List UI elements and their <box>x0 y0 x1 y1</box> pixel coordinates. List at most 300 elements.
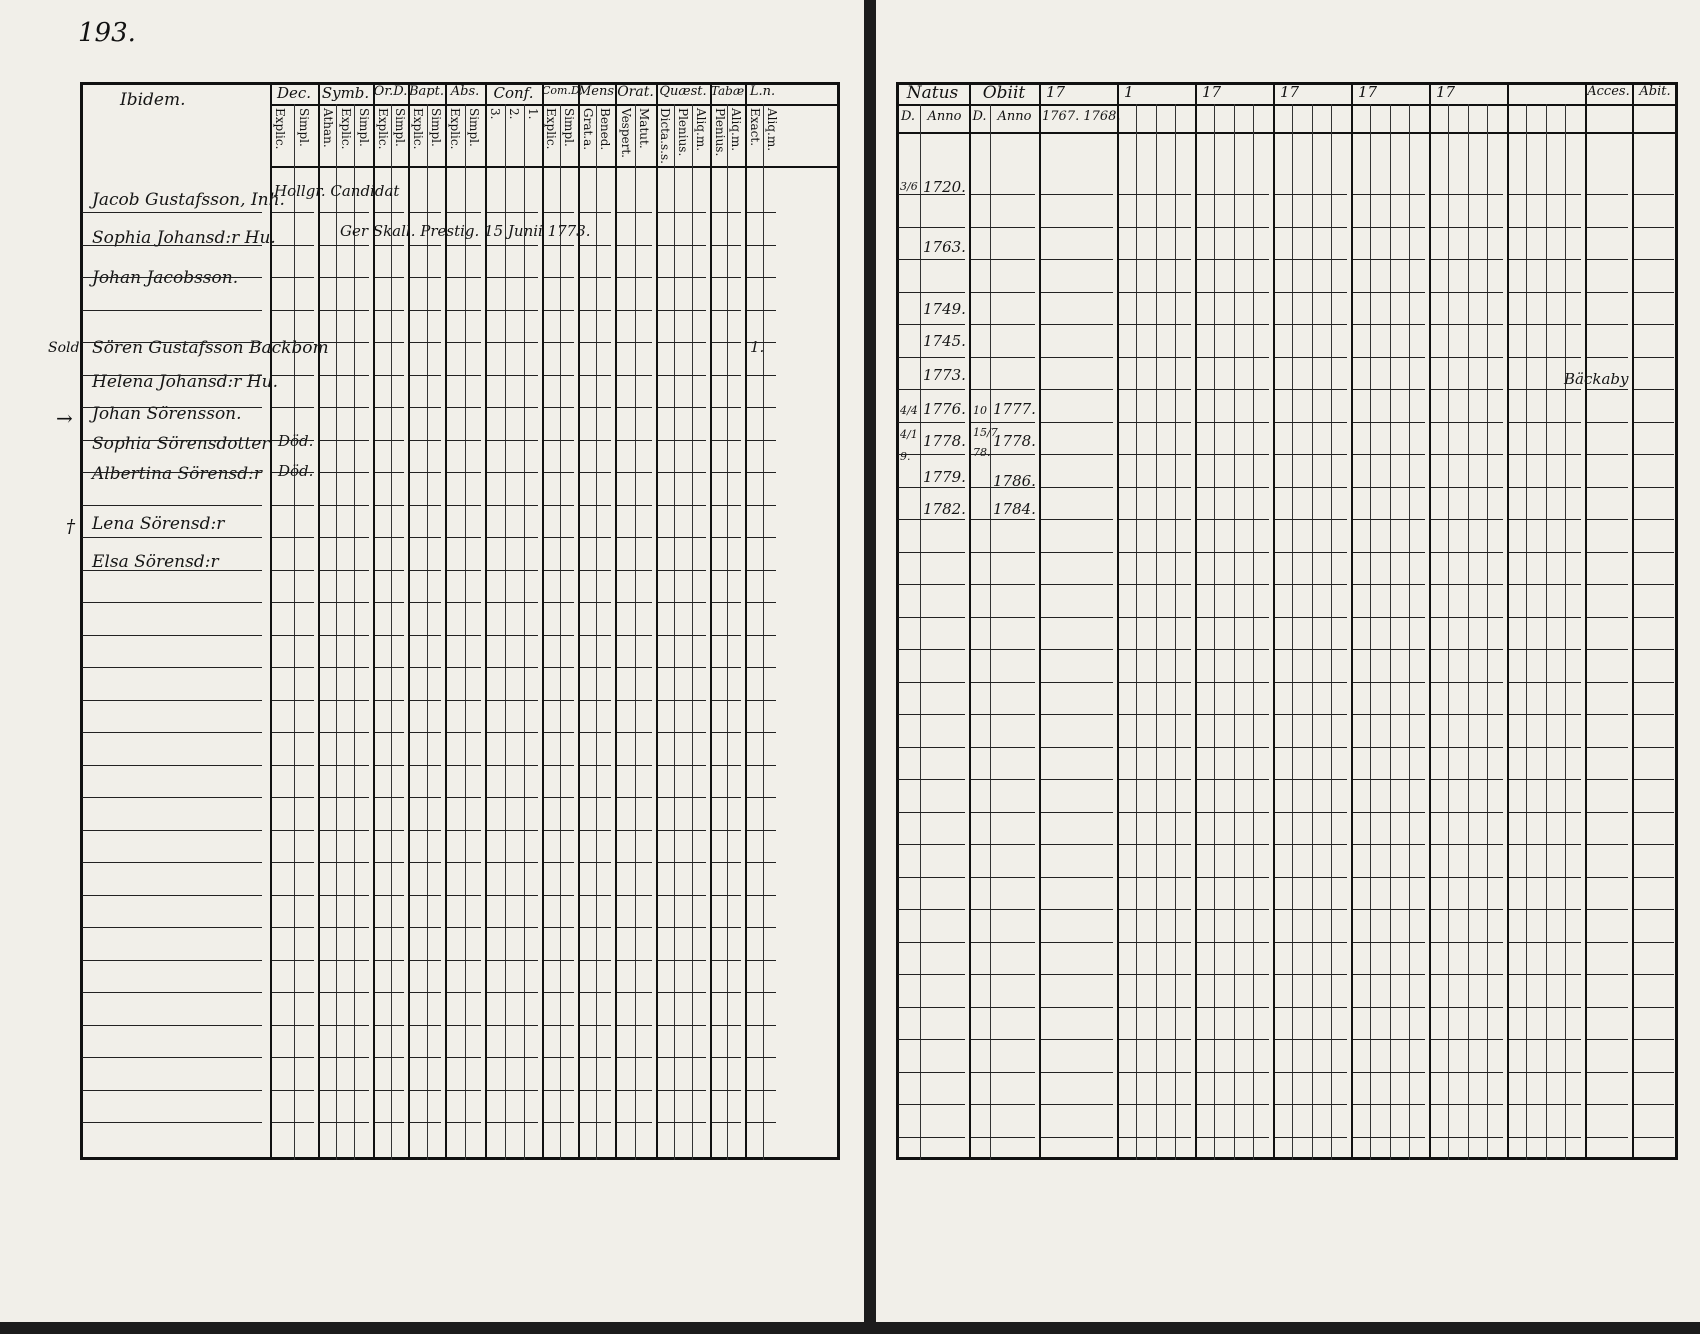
sub-label: Grat.a. <box>581 108 595 151</box>
ruled-line <box>1275 974 1347 975</box>
ruled-line <box>320 765 369 766</box>
ruled-line <box>375 505 404 506</box>
sub-label: Explic. <box>411 108 425 150</box>
ruled-line <box>1353 259 1425 260</box>
ruled-line <box>658 895 706 896</box>
sub-col-line <box>524 104 525 1160</box>
ruled-line <box>1197 487 1269 488</box>
ruled-line <box>1431 227 1503 228</box>
ruled-line <box>580 862 611 863</box>
ruled-line <box>320 1122 369 1123</box>
ruled-line <box>1197 1137 1269 1138</box>
ruled-line <box>898 519 965 520</box>
ruled-line <box>898 844 965 845</box>
ruled-line <box>658 1025 706 1026</box>
col-sep <box>1585 82 1587 1160</box>
ruled-line <box>971 552 1035 553</box>
ruled-line <box>747 830 776 831</box>
ruled-line <box>898 714 965 715</box>
ruled-line <box>272 830 314 831</box>
ruled-line <box>544 472 574 473</box>
ruled-line <box>1275 487 1347 488</box>
ruled-line <box>1119 649 1191 650</box>
ruled-line <box>410 1122 441 1123</box>
heading-ibidem: Ibidem. <box>120 90 186 110</box>
ruled-line <box>1041 552 1113 553</box>
natus-year: 1778. <box>923 432 966 450</box>
ruled-line <box>1041 227 1113 228</box>
ruled-line <box>1509 194 1581 195</box>
ruled-line <box>1197 909 1269 910</box>
ruled-line <box>375 732 404 733</box>
entry-note: Död. <box>278 432 314 450</box>
col-header-abs: Abs. <box>450 84 480 99</box>
sub-label: Bened. <box>598 108 612 151</box>
ruled-line <box>617 1025 652 1026</box>
sub-col-line <box>1370 104 1371 1160</box>
ruled-line <box>544 245 574 246</box>
ruled-line <box>1119 1007 1191 1008</box>
ruled-line <box>712 1090 741 1091</box>
ruled-line <box>617 342 652 343</box>
ruled-line <box>272 602 314 603</box>
ruled-line <box>898 259 965 260</box>
col-header-orat: Orat. <box>617 84 654 100</box>
ruled-line <box>1634 682 1674 683</box>
ruled-line <box>580 960 611 961</box>
ruled-line <box>1197 812 1269 813</box>
ruled-line <box>1275 779 1347 780</box>
col-header-year: 17 <box>1436 83 1456 101</box>
ruled-line <box>1509 844 1581 845</box>
ruled-line <box>712 212 741 213</box>
ruled-line <box>410 895 441 896</box>
ruled-line <box>487 212 538 213</box>
ruled-line <box>658 440 706 441</box>
ruled-line <box>898 194 965 195</box>
sub-col-line <box>692 104 693 1160</box>
sub-col-line <box>1526 104 1527 1160</box>
sub-col-line <box>674 104 675 1160</box>
ruled-line <box>1353 1137 1425 1138</box>
ruled-line <box>1275 812 1347 813</box>
ruled-line <box>544 830 574 831</box>
ruled-line <box>447 472 481 473</box>
ruled-line <box>712 407 741 408</box>
ruled-line <box>410 732 441 733</box>
natus-year: 1749. <box>923 300 966 318</box>
ruled-line <box>1431 584 1503 585</box>
ruled-line <box>580 732 611 733</box>
ruled-line <box>658 537 706 538</box>
natus-year: 1745. <box>923 332 966 350</box>
sub-col-line <box>294 104 295 1160</box>
ruled-line <box>1634 649 1674 650</box>
ruled-line <box>487 505 538 506</box>
ruled-line <box>272 570 314 571</box>
ruled-line <box>1587 974 1628 975</box>
ruled-line <box>1119 324 1191 325</box>
ruled-line <box>272 862 314 863</box>
ruled-line <box>410 927 441 928</box>
ruled-line <box>712 440 741 441</box>
ruled-line <box>1431 844 1503 845</box>
ruled-line <box>712 342 741 343</box>
ruled-line <box>1119 877 1191 878</box>
ruled-line <box>1041 649 1113 650</box>
ruled-line <box>898 942 965 943</box>
ruled-line <box>1353 909 1425 910</box>
ruled-line <box>82 570 262 571</box>
ruled-line <box>617 310 652 311</box>
ruled-line <box>580 635 611 636</box>
ruled-line <box>1119 942 1191 943</box>
obiit-year: 1777. <box>993 400 1036 418</box>
left-ledger-table <box>80 82 840 1160</box>
ruled-line <box>1041 714 1113 715</box>
col-header-symb: Symb. <box>321 84 370 102</box>
ruled-line <box>1197 552 1269 553</box>
ruled-line <box>580 895 611 896</box>
ruled-line <box>320 570 369 571</box>
ruled-line <box>1634 1104 1674 1105</box>
ruled-line <box>487 700 538 701</box>
ruled-line <box>320 212 369 213</box>
ruled-line <box>272 277 314 278</box>
ruled-line <box>971 649 1035 650</box>
natus-day: 4/1 <box>900 428 918 441</box>
sub-label: Explic. <box>448 108 462 150</box>
ruled-line <box>447 407 481 408</box>
sub-label: Exact. <box>748 108 762 147</box>
ruled-line <box>487 277 538 278</box>
ruled-line <box>375 765 404 766</box>
ruled-line <box>971 877 1035 878</box>
ruled-line <box>971 519 1035 520</box>
ruled-line <box>447 245 481 246</box>
ruled-line <box>1197 1007 1269 1008</box>
ruled-line <box>1431 942 1503 943</box>
col-header-abit: Abit. <box>1639 84 1671 99</box>
ruled-line <box>580 472 611 473</box>
ruled-line <box>272 342 314 343</box>
sub-col-line <box>727 104 728 1160</box>
ruled-line <box>1431 1072 1503 1073</box>
ruled-line <box>1119 357 1191 358</box>
sub-col-line <box>1175 104 1176 1160</box>
ruled-line <box>747 765 776 766</box>
ruled-line <box>447 277 481 278</box>
ruled-line <box>82 310 262 311</box>
col-sep <box>1632 82 1634 1160</box>
ruled-line <box>1119 812 1191 813</box>
ruled-line <box>375 537 404 538</box>
ruled-line <box>82 635 262 636</box>
ruled-line <box>1634 227 1674 228</box>
ruled-line <box>1119 909 1191 910</box>
obiit-year: 1786. <box>993 472 1036 490</box>
ruled-line <box>1275 552 1347 553</box>
ruled-line <box>82 830 262 831</box>
ruled-line <box>487 440 538 441</box>
ruled-line <box>1041 1007 1113 1008</box>
ruled-line <box>712 862 741 863</box>
col-header-dec: Dec. <box>276 84 312 102</box>
ruled-line <box>1634 324 1674 325</box>
ruled-line <box>1431 259 1503 260</box>
ruled-line <box>1587 1137 1628 1138</box>
ruled-line <box>1587 1039 1628 1040</box>
ruled-line <box>1587 1072 1628 1073</box>
ruled-line <box>320 960 369 961</box>
sub-label: Simpl. <box>467 108 481 147</box>
ruled-line <box>1041 422 1113 423</box>
ruled-line <box>1587 812 1628 813</box>
ruled-line <box>1353 584 1425 585</box>
ruled-line <box>1634 1039 1674 1040</box>
ruled-line <box>712 277 741 278</box>
ruled-line <box>1431 649 1503 650</box>
ruled-line <box>617 895 652 896</box>
ruled-line <box>272 667 314 668</box>
ruled-line <box>1509 714 1581 715</box>
ruled-line <box>375 830 404 831</box>
ruled-line <box>617 440 652 441</box>
col-header-tabae: Tabæ <box>710 84 745 98</box>
ruled-line <box>375 342 404 343</box>
ruled-line <box>1197 389 1269 390</box>
ruled-line <box>544 992 574 993</box>
ruled-line <box>1197 1039 1269 1040</box>
ruled-line <box>1041 779 1113 780</box>
ruled-line <box>658 375 706 376</box>
ruled-line <box>544 375 574 376</box>
ruled-line <box>1353 552 1425 553</box>
ruled-line <box>82 765 262 766</box>
ruled-line <box>1587 389 1628 390</box>
sub-col-line <box>1546 104 1547 1160</box>
obiit-year: 1784. <box>993 500 1036 518</box>
ruled-line <box>617 862 652 863</box>
ruled-line <box>747 992 776 993</box>
ruled-line <box>971 454 1035 455</box>
ruled-line <box>1353 519 1425 520</box>
ruled-line <box>447 602 481 603</box>
ruled-line <box>375 895 404 896</box>
ruled-line <box>1197 779 1269 780</box>
ruled-line <box>1634 747 1674 748</box>
ruled-line <box>1041 292 1113 293</box>
ruled-line <box>1587 519 1628 520</box>
ruled-line <box>1119 747 1191 748</box>
ruled-line <box>1197 1104 1269 1105</box>
ruled-line <box>82 667 262 668</box>
ruled-line <box>1587 357 1628 358</box>
ruled-line <box>712 732 741 733</box>
ruled-line <box>487 342 538 343</box>
sub-label: Plenius. <box>676 108 690 157</box>
col-header-year: 17 <box>1280 83 1300 101</box>
ruled-line <box>544 537 574 538</box>
ruled-line <box>1587 942 1628 943</box>
ruled-line <box>82 342 262 343</box>
ruled-line <box>82 505 262 506</box>
sub-label: Aliq.m. <box>694 108 708 152</box>
entry-note: Hollgr. Candidat <box>274 182 400 200</box>
ruled-line <box>617 1090 652 1091</box>
ruled-line <box>1587 292 1628 293</box>
ruled-line <box>580 570 611 571</box>
ruled-line <box>971 779 1035 780</box>
ruled-line <box>1275 454 1347 455</box>
ruled-line <box>410 570 441 571</box>
col-header-obiit: Obiit <box>982 83 1026 103</box>
margin-arrow: → <box>56 406 73 430</box>
ruled-line <box>1587 909 1628 910</box>
natus-year: 1779. <box>923 468 966 486</box>
ruled-line <box>658 1122 706 1123</box>
ruled-line <box>712 375 741 376</box>
entry-name: Sophia Johansd:r Hu. <box>92 228 276 248</box>
ruled-line <box>375 310 404 311</box>
ruled-line <box>898 779 965 780</box>
ruled-line <box>1587 584 1628 585</box>
ruled-line <box>1119 454 1191 455</box>
sub-label: Explic. <box>376 108 390 150</box>
ruled-line <box>617 277 652 278</box>
ruled-line <box>447 862 481 863</box>
ruled-line <box>272 537 314 538</box>
ruled-line <box>580 212 611 213</box>
ruled-line <box>1431 909 1503 910</box>
ruled-line <box>1353 487 1425 488</box>
ruled-line <box>1119 227 1191 228</box>
ruled-line <box>1041 1039 1113 1040</box>
ruled-line <box>747 310 776 311</box>
sub-col-line <box>1565 104 1566 1160</box>
sub-label: Plenius. <box>713 108 727 157</box>
ruled-line <box>580 797 611 798</box>
ruled-line <box>1275 1104 1347 1105</box>
ruled-line <box>544 1090 574 1091</box>
ruled-line <box>971 422 1035 423</box>
ruled-line <box>658 472 706 473</box>
ruled-line <box>658 602 706 603</box>
ruled-line <box>747 342 776 343</box>
ruled-line <box>1119 389 1191 390</box>
natus-day: 3/6 <box>900 180 918 193</box>
ruled-line <box>1509 779 1581 780</box>
ruled-line <box>1587 844 1628 845</box>
ruled-line <box>375 797 404 798</box>
ruled-line <box>1119 292 1191 293</box>
ruled-line <box>375 960 404 961</box>
ruled-line <box>1634 877 1674 878</box>
ruled-line <box>712 245 741 246</box>
ruled-line <box>375 407 404 408</box>
ruled-line <box>1275 1137 1347 1138</box>
ruled-line <box>712 505 741 506</box>
ruled-line <box>82 375 262 376</box>
ruled-line <box>658 570 706 571</box>
ruled-line <box>1431 389 1503 390</box>
ruled-line <box>617 407 652 408</box>
ruled-line <box>410 765 441 766</box>
ruled-line <box>1197 974 1269 975</box>
ruled-line <box>410 635 441 636</box>
ruled-line <box>747 570 776 571</box>
ruled-line <box>447 342 481 343</box>
ruled-line <box>1119 194 1191 195</box>
ruled-line <box>447 797 481 798</box>
ruled-line <box>410 960 441 961</box>
ruled-line <box>1275 422 1347 423</box>
ruled-line <box>1197 259 1269 260</box>
ruled-line <box>1509 682 1581 683</box>
ruled-line <box>580 1090 611 1091</box>
ruled-line <box>971 259 1035 260</box>
natus-year: 1763. <box>923 238 966 256</box>
ruled-line <box>544 1122 574 1123</box>
ruled-line <box>658 732 706 733</box>
ruled-line <box>410 537 441 538</box>
ruled-line <box>712 472 741 473</box>
ruled-line <box>1431 974 1503 975</box>
ruled-line <box>320 310 369 311</box>
ruled-line <box>375 1090 404 1091</box>
ruled-line <box>447 895 481 896</box>
ruled-line <box>1634 1072 1674 1073</box>
ruled-line <box>1634 357 1674 358</box>
ruled-line <box>1509 747 1581 748</box>
ruled-line <box>1509 324 1581 325</box>
ruled-line <box>487 895 538 896</box>
ruled-line <box>712 992 741 993</box>
ruled-line <box>82 700 262 701</box>
ruled-line <box>487 375 538 376</box>
ruled-line <box>272 212 314 213</box>
ruled-line <box>617 667 652 668</box>
ruled-line <box>447 667 481 668</box>
ruled-line <box>1197 519 1269 520</box>
ruled-line <box>82 992 262 993</box>
ruled-line <box>447 732 481 733</box>
ruled-line <box>658 667 706 668</box>
ruled-line <box>410 1057 441 1058</box>
ruled-line <box>1587 422 1628 423</box>
ruled-line <box>1634 909 1674 910</box>
ruled-line <box>1353 324 1425 325</box>
ruled-line <box>1041 519 1113 520</box>
ruled-line <box>971 942 1035 943</box>
ruled-line <box>410 342 441 343</box>
ruled-line <box>580 245 611 246</box>
ruled-line <box>1587 747 1628 748</box>
ruled-line <box>712 960 741 961</box>
ruled-line <box>580 1057 611 1058</box>
ruled-line <box>712 602 741 603</box>
ruled-line <box>487 635 538 636</box>
ruled-line <box>320 1025 369 1026</box>
ruled-line <box>1587 1007 1628 1008</box>
sub-label: 1. <box>526 108 540 120</box>
ruled-line <box>1119 1072 1191 1073</box>
ruled-line <box>1041 909 1113 910</box>
page-number: 193. <box>78 18 136 48</box>
ruled-line <box>1041 194 1113 195</box>
ruled-line <box>410 992 441 993</box>
ruled-line <box>320 375 369 376</box>
